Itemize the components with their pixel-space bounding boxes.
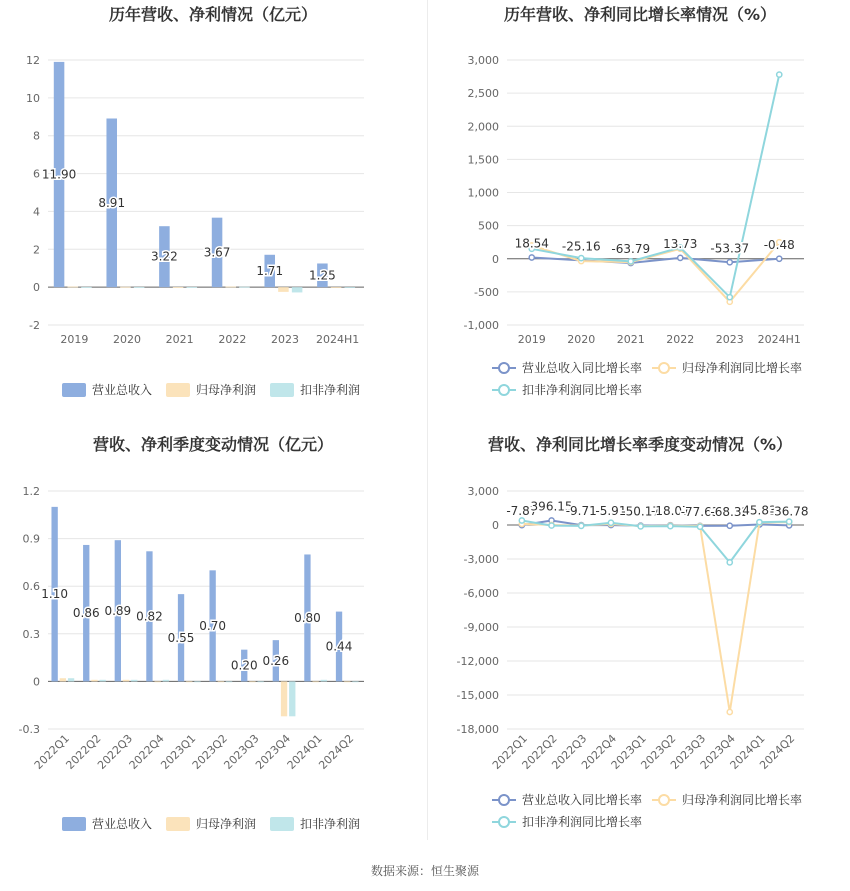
annual-line-point-扣非净利润同比增长率 (727, 295, 732, 300)
annual-line-point-营业总收入同比增长率 (529, 255, 534, 260)
annual-bar-y-tick-label: 8 (33, 129, 40, 143)
quarterly-bar-bar-扣非净利润 (194, 681, 200, 682)
annual-line-x-tick-label: 2024H1 (757, 333, 801, 346)
quarterly-bar-x-tick-label: 2023Q4 (253, 731, 294, 772)
quarterly-bar-data-label: 0.55 (167, 630, 195, 645)
quarterly-bar-legend-swatch (270, 817, 294, 831)
quarterly-bar-bar-扣非净利润 (100, 680, 106, 682)
quarterly-bar-data-label: 0.80 (294, 610, 321, 625)
quarterly-line-chart (457, 435, 809, 829)
annual-line-title: 历年营收、净利同比增长率情况（%） (503, 5, 777, 24)
quarterly-bar-bar-扣非净利润 (289, 681, 295, 716)
annual-line-y-tick-label: 2,000 (467, 120, 499, 134)
quarterly-bar-bar-归母净利润 (312, 681, 318, 682)
annual-line-x-tick-label: 2022 (666, 333, 695, 346)
annual-bar-data-label: 1.71 (256, 263, 284, 278)
quarterly-bar-legend-label: 归母净利润 (196, 817, 257, 831)
annual-bar-x-tick-label: 2024H1 (316, 333, 360, 346)
quarterly-line-data-label: -77.63 (680, 504, 720, 519)
quarterly-bar-data-label: 1.10 (41, 587, 68, 602)
quarterly-bar-bar-归母净利润 (186, 681, 192, 682)
quarterly-line-point-扣非净利润同比增长率 (549, 523, 554, 528)
annual-bar-bar-扣非净利润 (239, 287, 250, 288)
quarterly-line-y-tick-label: 0 (492, 519, 499, 532)
annual-bar-bar-扣非净利润 (81, 287, 92, 288)
quarterly-line-data-label: 45.83 (742, 503, 777, 518)
annual-bar-bar-归母净利润 (120, 287, 131, 288)
annual-line-y-tick-label: -1,000 (463, 319, 499, 332)
quarterly-bar-y-tick-label: 1.2 (22, 485, 40, 498)
annual-line-y-tick-label: -500 (474, 285, 499, 299)
quarterly-line-y-tick-label: -15,000 (456, 689, 499, 702)
annual-bar-title: 历年营收、净利情况（亿元） (108, 5, 318, 24)
quarterly-bar-bar-归母净利润 (281, 681, 287, 716)
annual-line-legend-label: 归母净利润同比增长率 (682, 361, 803, 375)
quarterly-line-y-tick-label: -12,000 (456, 655, 499, 668)
annual-bar-y-tick-label: 10 (26, 91, 40, 105)
annual-line-legend-marker (499, 363, 509, 373)
quarterly-bar-legend[interactable] (62, 816, 360, 831)
annual-line-point-扣非净利润同比增长率 (777, 72, 782, 77)
annual-bar-y-tick-label: 4 (33, 205, 40, 219)
quarterly-line-x-tick-label: 2022Q3 (549, 731, 590, 772)
annual-bar-y-tick-label: 0 (33, 281, 40, 295)
quarterly-bar-bar-扣非净利润 (226, 681, 232, 682)
quarterly-bar-bar-归母净利润 (60, 678, 66, 681)
annual-line-legend[interactable] (492, 360, 802, 397)
annual-bar-bar-扣非净利润 (187, 287, 198, 288)
quarterly-line-line-归母净利润同比增长率 (522, 522, 789, 712)
annual-line-y-tick-label: 2,500 (467, 87, 499, 101)
annual-line-y-tick-label: 1,000 (467, 186, 499, 200)
quarterly-bar-x-tick-label: 2023Q3 (221, 731, 262, 772)
annual-bar-legend-swatch (62, 383, 86, 397)
panel-divider (427, 0, 428, 840)
quarterly-line-legend-label: 营业总收入同比增长率 (522, 793, 643, 807)
quarterly-bar-bar-归母净利润 (344, 681, 350, 682)
annual-line-y-tick-label: 3,000 (467, 54, 499, 67)
annual-line-y-tick-label: 1,500 (467, 153, 499, 167)
quarterly-bar-x-tick-label: 2024Q1 (284, 731, 325, 772)
quarterly-bar-data-label: 0.20 (230, 658, 258, 673)
annual-line-data-label: -53.37 (710, 241, 750, 256)
quarterly-bar-y-tick-label: 0.6 (22, 580, 40, 594)
annual-bar-bar-归母净利润 (278, 287, 289, 292)
annual-line-x-tick-label: 2019 (517, 333, 546, 346)
annual-bar-data-label: 1.25 (309, 268, 336, 283)
quarterly-line-data-label: 396.15 (530, 499, 573, 514)
quarterly-line-x-tick-label: 2022Q2 (519, 731, 560, 772)
quarterly-line-x-tick-label: 2023Q2 (638, 731, 679, 772)
quarterly-bar-x-tick-label: 2024Q2 (316, 731, 357, 772)
annual-bar-data-label: 11.90 (41, 167, 77, 182)
annual-bar-legend-label: 营业总收入 (92, 383, 153, 397)
quarterly-line-line-扣非净利润同比增长率 (522, 520, 789, 562)
quarterly-line-point-扣非净利润同比增长率 (787, 519, 792, 524)
annual-line-x-tick-label: 2020 (567, 333, 596, 346)
quarterly-line-point-扣非净利润同比增长率 (757, 520, 762, 525)
annual-line-legend-marker (659, 363, 669, 373)
annual-bar-bar-归母净利润 (225, 287, 236, 288)
quarterly-line-legend-marker (499, 795, 509, 805)
annual-line-y-tick-label: 0 (492, 252, 499, 266)
quarterly-bar-bar-扣非净利润 (131, 680, 137, 682)
quarterly-line-point-扣非净利润同比增长率 (579, 523, 584, 528)
quarterly-line-data-label: -7.87 (506, 504, 538, 519)
annual-line-point-营业总收入同比增长率 (777, 256, 782, 261)
quarterly-line-point-扣非净利润同比增长率 (697, 524, 702, 529)
quarterly-bar-y-tick-label: 0.9 (22, 532, 40, 546)
quarterly-line-data-label: -9.71 (565, 504, 597, 519)
quarterly-bar-bar-归母净利润 (123, 680, 129, 682)
annual-bar-chart (26, 5, 364, 397)
quarterly-line-x-tick-label: 2022Q4 (579, 731, 620, 772)
quarterly-line-data-label: -36.78 (769, 504, 809, 519)
quarterly-bar-chart (19, 435, 364, 831)
annual-line-chart (464, 5, 804, 397)
quarterly-line-data-label: -68.32 (710, 504, 750, 519)
quarterly-bar-data-label: 0.44 (325, 639, 353, 654)
quarterly-bar-x-tick-label: 2022Q1 (31, 731, 72, 772)
annual-bar-legend-label: 扣非净利润 (300, 383, 361, 397)
annual-line-data-label: 13.73 (663, 236, 698, 251)
annual-bar-legend-label: 归母净利润 (196, 383, 257, 397)
annual-bar-legend-swatch (270, 383, 294, 397)
annual-bar-bar-扣非净利润 (345, 287, 356, 288)
quarterly-bar-x-tick-label: 2022Q2 (63, 731, 104, 772)
quarterly-line-point-扣非净利润同比增长率 (638, 524, 643, 529)
quarterly-bar-legend-label: 营业总收入 (92, 817, 153, 831)
quarterly-bar-legend-swatch (166, 817, 190, 831)
annual-line-line-扣非净利润同比增长率 (532, 75, 780, 298)
quarterly-bar-data-label: 0.86 (72, 606, 100, 621)
annual-line-y-tick-label: 500 (478, 219, 499, 233)
data-source-label: 数据来源：恒生聚源 (370, 864, 479, 878)
quarterly-line-x-tick-label: 2023Q1 (608, 731, 649, 772)
quarterly-line-point-扣非净利润同比增长率 (519, 518, 524, 523)
annual-line-point-扣非净利润同比增长率 (579, 255, 584, 260)
quarterly-line-legend[interactable] (492, 792, 802, 829)
annual-bar-y-tick-label: 12 (26, 54, 40, 67)
quarterly-line-legend-marker (659, 795, 669, 805)
quarterly-line-data-label: -50.17 (621, 504, 660, 519)
quarterly-bar-data-label: 0.82 (136, 609, 163, 624)
annual-bar-x-tick-label: 2023 (271, 333, 299, 346)
quarterly-line-x-tick-label: 2022Q1 (489, 731, 530, 772)
annual-bar-bar-归母净利润 (173, 287, 184, 288)
annual-bar-y-tick-label: 6 (33, 167, 40, 181)
quarterly-bar-title: 营收、净利季度变动情况（亿元） (92, 435, 334, 454)
quarterly-line-y-tick-label: -9,000 (463, 621, 499, 634)
quarterly-bar-bar-扣非净利润 (68, 678, 74, 681)
annual-bar-bar-扣非净利润 (134, 287, 145, 288)
quarterly-line-x-tick-label: 2024Q1 (727, 731, 768, 772)
quarterly-bar-y-tick-label: 0.3 (22, 627, 40, 641)
annual-line-x-tick-label: 2023 (715, 333, 744, 346)
quarterly-bar-x-tick-label: 2023Q1 (158, 731, 199, 772)
annual-line-point-营业总收入同比增长率 (678, 255, 683, 260)
annual-bar-legend-swatch (166, 383, 190, 397)
annual-bar-data-label: 8.91 (98, 195, 126, 210)
quarterly-line-legend-label: 归母净利润同比增长率 (682, 793, 803, 807)
annual-bar-legend[interactable] (62, 382, 360, 397)
quarterly-bar-x-tick-label: 2022Q3 (95, 731, 136, 772)
quarterly-bar-x-tick-label: 2023Q2 (189, 731, 230, 772)
annual-bar-y-tick-label: -2 (29, 319, 40, 332)
annual-line-legend-label: 营业总收入同比增长率 (522, 361, 643, 375)
quarterly-line-point-营业总收入同比增长率 (727, 523, 732, 528)
quarterly-bar-data-label: 0.26 (262, 653, 290, 668)
quarterly-bar-bar-扣非净利润 (321, 680, 327, 682)
annual-bar-bar-归母净利润 (331, 287, 342, 288)
annual-bar-x-tick-label: 2020 (113, 333, 141, 346)
quarterly-line-legend-label: 扣非净利润同比增长率 (522, 815, 643, 829)
annual-line-point-营业总收入同比增长率 (727, 260, 732, 265)
quarterly-line-y-tick-label: -6,000 (463, 587, 499, 600)
quarterly-bar-bar-扣非净利润 (163, 680, 169, 682)
quarterly-line-data-label: -5.91 (595, 504, 627, 519)
annual-line-data-label: -63.79 (611, 241, 651, 256)
quarterly-bar-x-tick-label: 2022Q4 (126, 731, 167, 772)
quarterly-line-point-归母净利润同比增长率 (727, 709, 732, 714)
quarterly-bar-data-label: 0.89 (104, 603, 132, 618)
quarterly-line-title: 营收、净利同比增长率季度变动情况（%） (487, 435, 793, 454)
quarterly-bar-legend-swatch (62, 817, 86, 831)
annual-bar-x-tick-label: 2019 (60, 333, 89, 346)
quarterly-bar-y-tick-label: 0 (33, 675, 40, 689)
quarterly-line-y-tick-label: -18,000 (456, 723, 499, 736)
quarterly-bar-y-tick-label: -0.3 (18, 723, 40, 736)
annual-bar-data-label: 3.22 (151, 249, 178, 264)
quarterly-line-x-tick-label: 2024Q2 (757, 731, 798, 772)
annual-line-x-tick-label: 2021 (616, 333, 645, 346)
quarterly-line-y-tick-label: -3,000 (463, 553, 499, 566)
annual-line-data-label: -0.48 (763, 237, 795, 252)
quarterly-line-legend-marker (499, 817, 509, 827)
quarterly-bar-data-label: 0.70 (199, 618, 226, 633)
quarterly-line-point-扣非净利润同比增长率 (608, 520, 613, 525)
quarterly-line-point-扣非净利润同比增长率 (727, 560, 732, 565)
quarterly-bar-bar-扣非净利润 (352, 681, 358, 682)
quarterly-line-x-tick-label: 2023Q4 (697, 731, 738, 772)
quarterly-bar-bar-归母净利润 (154, 681, 160, 682)
annual-bar-y-tick-label: 2 (33, 243, 40, 257)
quarterly-line-y-tick-label: 3,000 (467, 485, 499, 498)
annual-bar-x-tick-label: 2021 (165, 333, 194, 346)
annual-bar-bar-扣非净利润 (292, 287, 303, 292)
quarterly-bar-bar-归母净利润 (91, 680, 97, 682)
annual-bar-x-tick-label: 2022 (218, 333, 247, 346)
annual-line-data-label: 18.54 (514, 236, 549, 251)
quarterly-bar-bar-归母净利润 (249, 681, 255, 682)
annual-bar-data-label: 3.67 (203, 245, 231, 260)
quarterly-bar-bar-归母净利润 (218, 681, 224, 682)
quarterly-line-x-tick-label: 2023Q3 (668, 731, 709, 772)
quarterly-bar-legend-label: 扣非净利润 (300, 817, 361, 831)
annual-line-data-label: -25.16 (561, 239, 601, 254)
annual-line-legend-label: 扣非净利润同比增长率 (522, 383, 643, 397)
quarterly-line-data-label: -18.07 (651, 504, 690, 519)
annual-line-point-扣非净利润同比增长率 (628, 259, 633, 264)
annual-line-legend-marker (499, 385, 509, 395)
annual-bar-bar-归母净利润 (67, 287, 78, 288)
quarterly-bar-bar-扣非净利润 (258, 681, 264, 682)
quarterly-line-point-扣非净利润同比增长率 (668, 524, 673, 529)
